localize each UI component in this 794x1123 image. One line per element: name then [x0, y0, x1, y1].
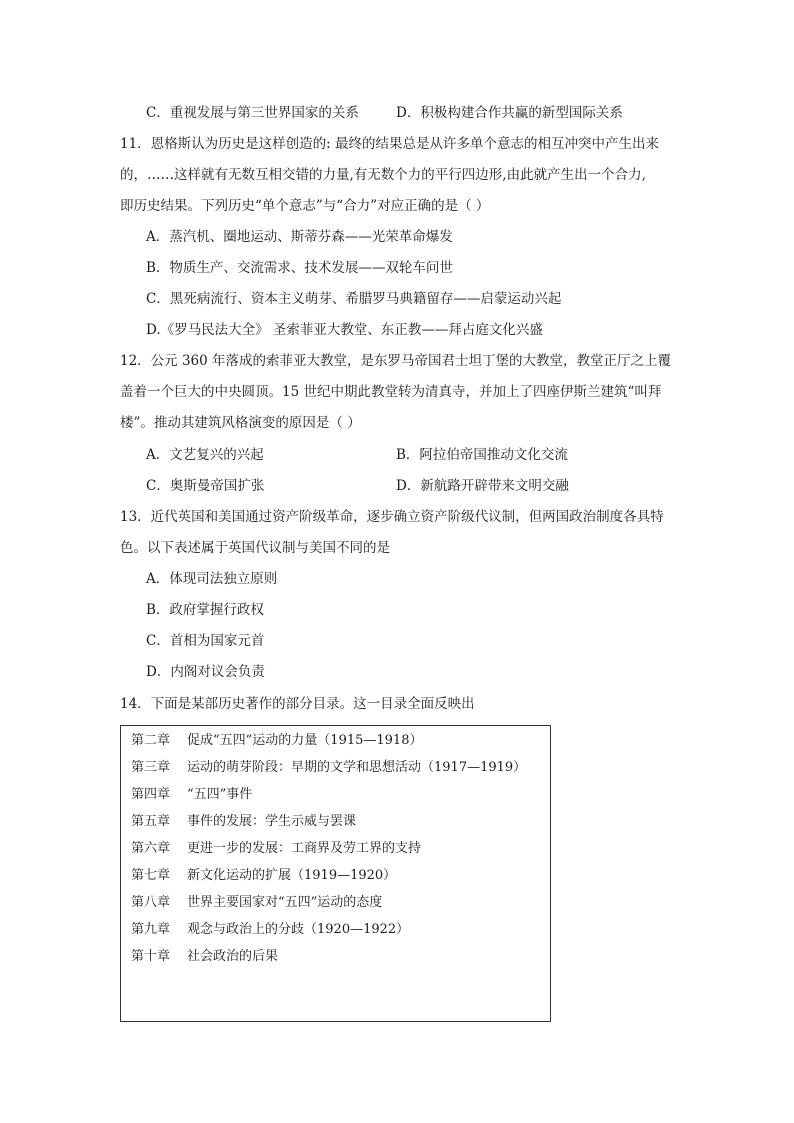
- toc-row: [131, 948, 278, 966]
- toc-title: “五四”事件: [187, 787, 253, 802]
- q11-stem-line-3: 即历史结果。下列历史“单个意志”与“合力”对应正确的是（ ）: [120, 198, 490, 214]
- toc-chapter: 第九章: [131, 922, 171, 937]
- q11-stem-line-2: 的，……这样就有无数互相交错的力量,有无数个力的平行四边形,由此就产生出一个合力,: [120, 167, 646, 183]
- toc-title: 运动的萌芽阶段：早期的文学和思想活动（1917—1919）: [187, 760, 527, 775]
- toc-title: 事件的发展：学生示威与罢课: [187, 814, 357, 829]
- toc-row: [131, 786, 252, 804]
- q14-stem: 14．下面是某部历史著作的部分目录。这一目录全面反映出: [120, 696, 475, 712]
- q12-stem-line-2: 盖着一个巨大的中央圆顶。15 世纪中期此教堂转为清真寺，并加上了四座伊斯兰建筑“叫拜: [120, 384, 662, 400]
- toc-row: [131, 759, 526, 777]
- q11-option-c: C．黑死病流行、资本主义萌芽、希腊罗马典籍留存——启蒙运动兴起: [146, 291, 562, 307]
- q11-option-a: A．蒸汽机、圈地运动、斯蒂芬森——光荣革命爆发: [146, 229, 453, 245]
- q13-stem-line-2: 色。以下表述属于英国代议制与美国不同的是: [120, 540, 390, 556]
- table-of-contents-box: [120, 725, 551, 1022]
- q11-option-d: D.《罗马民法大全》 圣索菲亚大教堂、东正教——拜占庭文化兴盛: [146, 322, 543, 338]
- q11-option-b: B．物质生产、交流需求、技术发展——双轮车问世: [146, 260, 453, 276]
- toc-row: [131, 894, 382, 912]
- q12-stem-line-3: 楼”。推动其建筑风格演变的原因是（ ）: [120, 415, 361, 431]
- q12-stem-line-1: 12．公元 360 年落成的索菲亚大教堂，是东罗马帝国君士坦丁堡的大教堂，教堂正厅之上覆: [120, 353, 672, 369]
- toc-title: 新文化运动的扩展（1919—1920）: [187, 868, 397, 883]
- toc-chapter: 第七章: [131, 868, 171, 883]
- q12-option-c: C．奥斯曼帝国扩张: [146, 478, 265, 494]
- toc-title: 社会政治的后果: [187, 949, 279, 964]
- toc-chapter: 第三章: [131, 760, 171, 775]
- toc-title: 世界主要国家对“五四”运动的态度: [187, 895, 383, 910]
- toc-title: 更进一步的发展：工商界及劳工界的支持: [187, 841, 422, 856]
- toc-chapter: 第十章: [131, 949, 171, 964]
- q12-option-a: A．文艺复兴的兴起: [146, 447, 264, 463]
- q10-option-d: D．积极构建合作共赢的新型国际关系: [396, 105, 623, 121]
- toc-row: [131, 840, 421, 858]
- toc-chapter: 第四章: [131, 787, 171, 802]
- toc-chapter: 第五章: [131, 814, 171, 829]
- q11-stem-line-1: 11．恩格斯认为历史是这样创造的: 最终的结果总是从许多单个意志的相互冲突中产生出来: [120, 136, 660, 152]
- toc-row: [131, 732, 422, 750]
- toc-row: [131, 813, 356, 831]
- q13-option-b: B．政府掌握行政权: [146, 602, 264, 618]
- q13-option-c: C．首相为国家元首: [146, 633, 265, 649]
- q12-option-d: D．新航路开辟带来文明交融: [396, 478, 569, 494]
- toc-chapter: 第六章: [131, 841, 171, 856]
- toc-chapter: 第八章: [131, 895, 171, 910]
- q12-option-b: B．阿拉伯帝国推动文化交流: [396, 447, 568, 463]
- toc-title: 促成“五四”运动的力量（1915—1918）: [187, 733, 423, 748]
- q10-option-c: C．重视发展与第三世界国家的关系: [146, 105, 359, 121]
- q13-option-a: A．体现司法独立原则: [146, 571, 278, 587]
- toc-chapter: 第二章: [131, 733, 171, 748]
- toc-title: 观念与政治上的分歧（1920—1922）: [187, 922, 410, 937]
- toc-row: [131, 921, 409, 939]
- q13-stem-line-1: 13．近代英国和美国通过资产阶级革命，逐步确立资产阶级代议制，但两国政治制度各具特: [120, 509, 664, 525]
- toc-row: [131, 867, 396, 885]
- q13-option-d: D．内阁对议会负责: [146, 664, 265, 680]
